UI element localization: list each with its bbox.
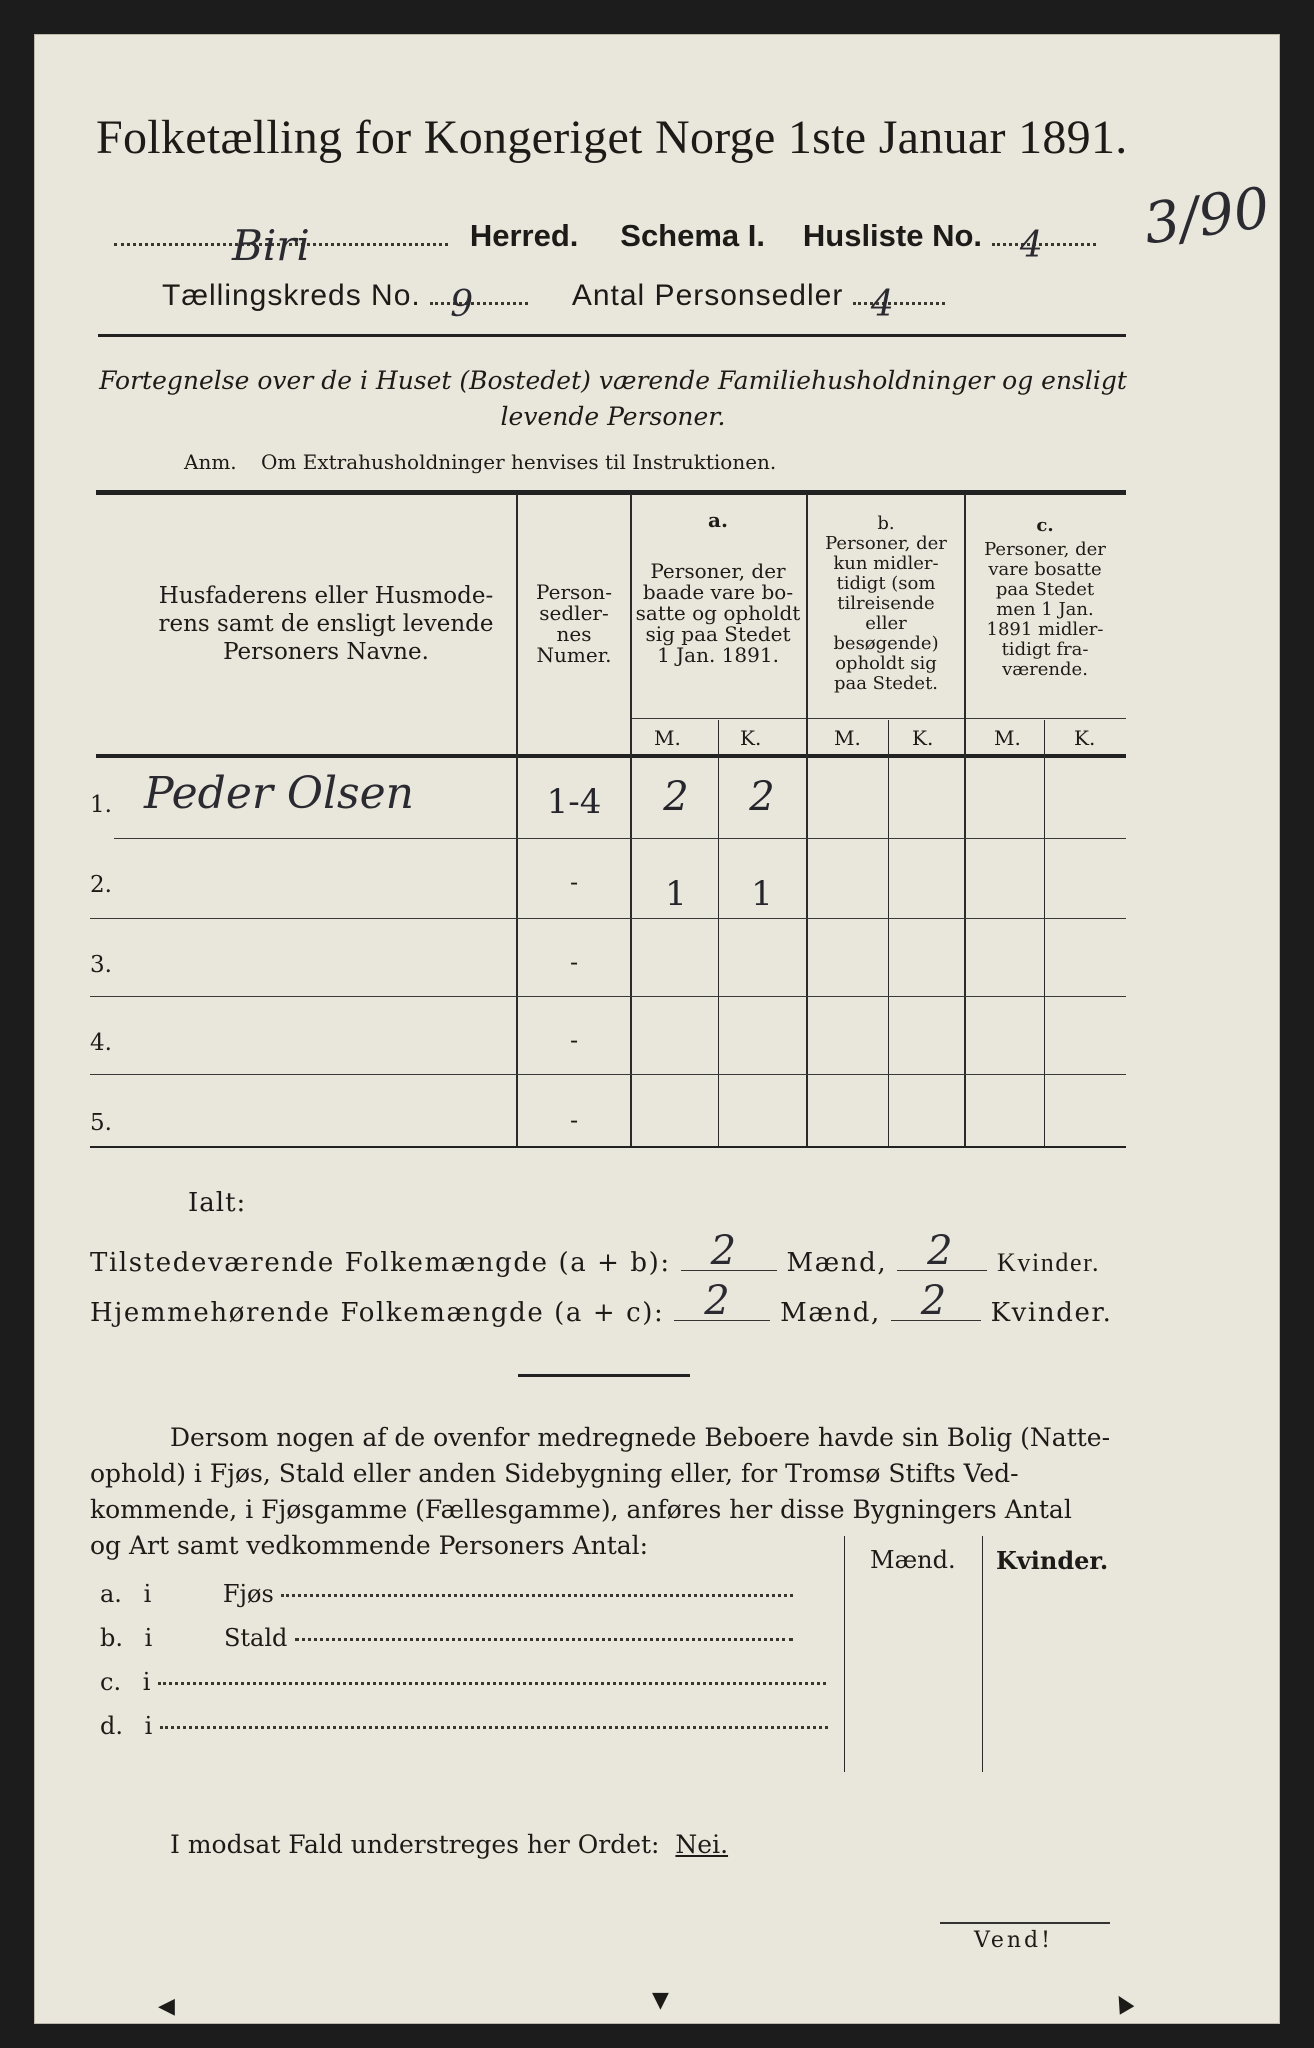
row-3-rule	[90, 996, 1126, 997]
header-line-herred	[114, 218, 1096, 270]
col-divider	[1044, 720, 1045, 1146]
c-k-label: K.	[1074, 726, 1096, 750]
row-1-a-k: 2	[749, 774, 775, 820]
col-header-c-line: paa Stedet	[995, 579, 1095, 600]
tilst-kvinder: Kvinder.	[997, 1248, 1101, 1277]
bygning-row-i: i	[143, 1580, 152, 1608]
col-header-nr-line: nes	[556, 622, 592, 646]
col-header-nr	[518, 582, 630, 666]
bygning-col-divider	[982, 1536, 983, 1772]
row-1-nr: 1-4	[546, 782, 602, 822]
bygning-row-d	[100, 1712, 828, 1740]
form-title: Folketælling for Kongeriget Norge 1ste Januar 1891.	[96, 111, 1128, 164]
bygning-para-line: og Art samt vedkommende Personers Antal:	[90, 1531, 649, 1560]
col-header-name-line: rens samt de ensligt levende	[158, 611, 494, 637]
col-header-a-line: sig paa Stedet	[645, 622, 791, 646]
col-header-c-line: vare bosatte	[988, 559, 1102, 580]
vend-label: Vend!	[974, 1928, 1053, 1953]
col-header-b-line: Personer, der	[825, 533, 947, 554]
col-header-c	[966, 516, 1124, 680]
bygning-paragraph	[90, 1420, 1130, 1564]
row-4-num: 4.	[90, 1030, 112, 1056]
bygning-row-dots	[160, 1726, 828, 1729]
col-header-name-line: Husfaderens eller Husmode-	[158, 583, 494, 609]
row-4-rule	[90, 1074, 1126, 1075]
col-header-nr-line: sedler-	[539, 601, 609, 625]
b-k-label: K.	[912, 726, 934, 750]
b-m-label: M.	[834, 726, 861, 750]
bygning-col-divider	[844, 1536, 845, 1772]
bygning-para-line: ophold) i Fjøs, Stald eller anden Sidebygning eller, for Tromsø Stifts Ved-	[90, 1459, 1019, 1488]
herred-label: Herred.	[469, 218, 579, 253]
herred-value: Biri	[232, 221, 310, 270]
modsat-line	[170, 1830, 728, 1859]
col-header-c-line: Personer, der	[984, 539, 1106, 560]
row-5-nr: -	[569, 1106, 579, 1134]
col-header-name-line: Personers Navne.	[223, 639, 429, 665]
margin-note: 3/90	[1140, 175, 1274, 258]
col-header-c-letter: c.	[1036, 515, 1054, 536]
header-divider	[98, 334, 1126, 337]
section-divider	[518, 1374, 690, 1377]
row-2-a-m: 1	[665, 874, 687, 914]
tilst-maend: Mænd,	[786, 1248, 888, 1278]
row-2-num: 2.	[90, 872, 112, 898]
col-header-c-line: 1891 midler-	[986, 619, 1104, 640]
header-line-kreds	[162, 278, 945, 325]
intro-line-2: levende Personer.	[500, 402, 726, 431]
col-header-name	[106, 582, 546, 666]
row-1-num: 1.	[90, 792, 112, 818]
husliste-value: 4	[1019, 225, 1043, 266]
tilst-k-value: 2	[927, 1228, 955, 1274]
col-header-a	[630, 510, 806, 666]
row-5-num: 5.	[90, 1110, 112, 1136]
row-2-nr: -	[569, 868, 579, 896]
bygning-col-kvinder: Kvinder.	[996, 1546, 1109, 1575]
col-header-c-line: men 1 Jan.	[996, 599, 1094, 620]
header-bottom-rule	[96, 754, 1126, 758]
col-divider	[630, 494, 632, 1146]
bygning-row-a	[100, 1580, 793, 1608]
bygning-row-dots	[281, 1594, 793, 1597]
bygning-para-line: kommende, i Fjøsgamme (Fællesgamme), anføres her disse Bygningers Antal	[90, 1495, 1072, 1524]
row-2-rule	[90, 918, 1126, 919]
col-header-a-line: 1 Jan. 1891.	[657, 643, 779, 667]
col-divider	[718, 720, 719, 1146]
hjemme-k-value: 2	[920, 1278, 948, 1324]
tilst-m-value: 2	[710, 1228, 738, 1274]
col-header-b-letter: b.	[877, 513, 895, 534]
row-4-nr: -	[569, 1026, 579, 1054]
bygning-row-letter: d.	[100, 1712, 123, 1740]
ialt-label: Ialt:	[188, 1188, 247, 1218]
herred-field	[114, 221, 448, 270]
table-top-rule	[96, 490, 1126, 495]
anm-text: Om Extrahusholdninger henvises til Instruktionen.	[261, 450, 777, 474]
hjemme-label: Hjemmehørende Folkemængde (a + c):	[90, 1298, 665, 1328]
col-header-b	[808, 514, 964, 694]
registration-mark-icon: ▲	[1108, 1987, 1137, 2018]
census-form-sheet	[34, 34, 1280, 2024]
registration-mark-icon: ◀	[158, 1994, 175, 2019]
col-header-b-line: opholdt sig	[835, 653, 937, 674]
hjemme-maend: Mænd,	[780, 1298, 881, 1328]
row-3-num: 3.	[90, 952, 112, 978]
bygning-row-i: i	[142, 1668, 151, 1696]
antal-field	[853, 284, 945, 325]
kreds-field	[430, 284, 528, 325]
bygning-row-dots	[295, 1638, 793, 1641]
tilst-row	[90, 1228, 1101, 1278]
intro-line-1: Fortegnelse over de i Huset (Bostedet) værende Familiehusholdninger og ensligt	[99, 366, 1127, 395]
row-2-a-k: 1	[751, 874, 773, 914]
bygning-row-b	[100, 1624, 793, 1652]
row-1-a-m: 2	[663, 774, 689, 820]
bygning-row-letter: a.	[100, 1580, 122, 1608]
husliste-field	[992, 225, 1096, 266]
bygning-row-letter: c.	[100, 1668, 122, 1696]
bygning-para-line: Dersom nogen af de ovenfor medregnede Beboere havde sin Bolig (Natte-	[170, 1423, 1111, 1452]
bygning-row-label: Stald	[223, 1624, 288, 1652]
a-m-label: M.	[654, 726, 681, 750]
hjemme-row	[90, 1278, 1113, 1328]
col-header-b-line: tilreisende	[837, 593, 935, 614]
bygning-row-label: Fjøs	[222, 1580, 274, 1608]
tilst-k-field	[897, 1228, 987, 1274]
bygning-row-c	[100, 1668, 826, 1696]
col-header-a-line: Personer, der	[650, 559, 786, 583]
col-divider	[964, 494, 966, 1146]
col-header-nr-line: Numer.	[536, 643, 612, 667]
col-header-nr-line: Person-	[536, 580, 612, 604]
col-header-c-line: værende.	[1002, 659, 1088, 680]
bygning-row-dots	[158, 1682, 826, 1685]
tilst-m-field	[681, 1228, 777, 1274]
antal-value: 4	[870, 284, 894, 325]
mk-top-rule	[630, 718, 1126, 719]
bygning-row-i: i	[144, 1712, 153, 1740]
col-header-b-line: tidigt (som	[836, 573, 936, 594]
c-m-label: M.	[994, 726, 1021, 750]
hjemme-k-field	[891, 1278, 981, 1324]
row-1-rule	[114, 838, 546, 839]
a-k-label: K.	[740, 726, 762, 750]
col-header-a-line: satte og opholdt	[635, 601, 801, 625]
vend-rule	[940, 1922, 1110, 1924]
anm-label: Anm.	[184, 450, 237, 474]
registration-mark-icon: ▼	[652, 1988, 669, 2013]
col-header-a-letter: a.	[708, 508, 728, 532]
bygning-row-letter: b.	[100, 1624, 123, 1652]
hjemme-m-value: 2	[704, 1278, 732, 1324]
schema-label: Schema I.	[620, 218, 766, 253]
col-header-c-line: tidigt fra-	[1001, 639, 1089, 660]
row-1-name: Peder Olsen	[144, 768, 414, 819]
bygning-col-maend: Mænd.	[870, 1546, 956, 1574]
col-header-b-line: besøgende)	[833, 633, 939, 654]
col-header-b-line: paa Stedet.	[833, 673, 939, 694]
col-header-b-line: eller	[865, 613, 907, 634]
kreds-value: 9	[450, 284, 474, 325]
col-divider	[806, 494, 808, 1146]
col-header-b-line: kun midler-	[833, 553, 939, 574]
bygning-row-i: i	[144, 1624, 153, 1652]
husliste-label: Husliste No.	[802, 218, 983, 253]
tilst-label: Tilstedeværende Folkemængde (a + b):	[90, 1248, 671, 1278]
col-divider	[888, 720, 889, 1146]
antal-label: Antal Personsedler	[571, 279, 844, 312]
kreds-label: Tællingskreds No.	[162, 279, 421, 312]
table-bottom-rule	[90, 1146, 1126, 1148]
anm-note	[184, 450, 776, 474]
hjemme-kvinder: Kvinder.	[990, 1298, 1113, 1328]
modsat-word-nei: Nei.	[675, 1830, 729, 1859]
modsat-text: I modsat Fald understreges her Ordet:	[170, 1830, 660, 1859]
hjemme-m-field	[674, 1278, 770, 1324]
col-header-a-line: baade vare bo-	[642, 580, 794, 604]
row-1-rule	[518, 838, 1126, 839]
row-3-nr: -	[569, 948, 579, 976]
